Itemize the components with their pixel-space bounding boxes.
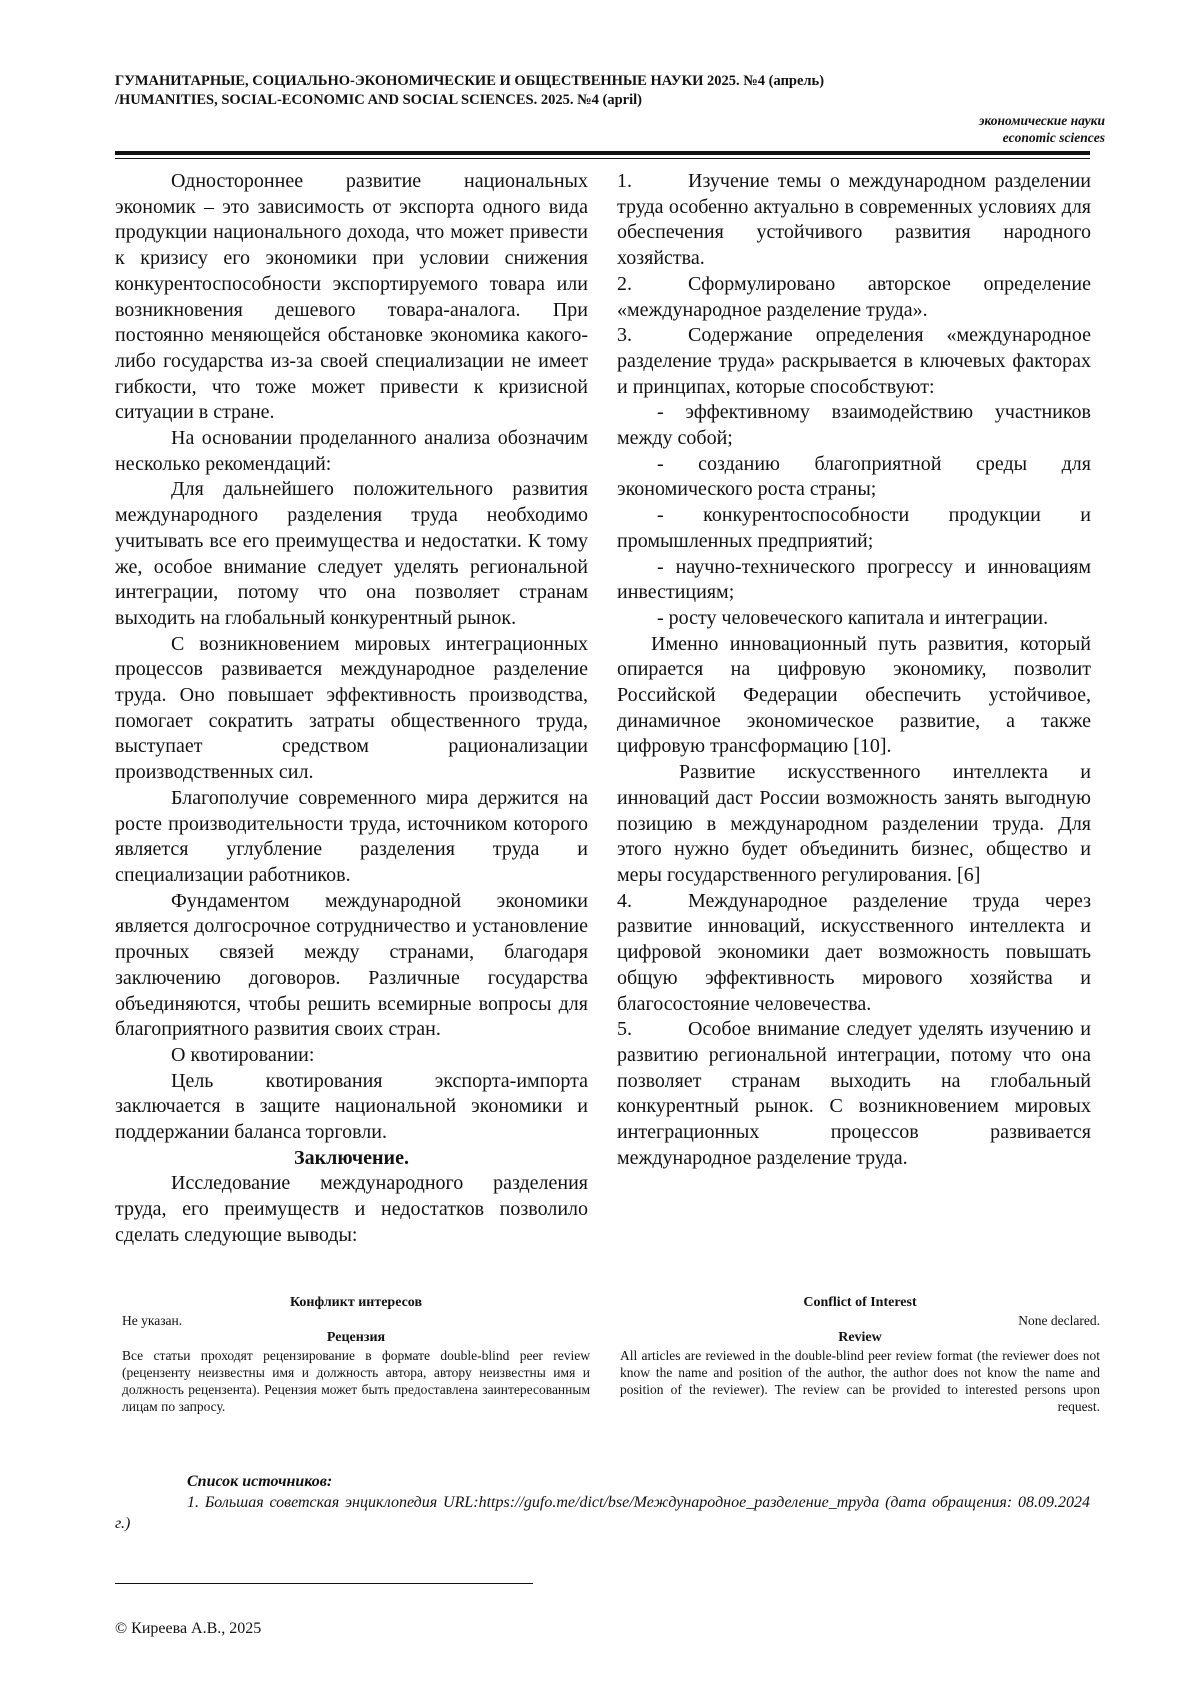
left-column	[115, 169, 588, 1249]
paragraph: Развитие искусственного интеллекта и инноваций даст России возможность занять выгодную позицию в международном разделении труда. Для этого нужно будет объединить бизнес, общество и меры государственного регулирования. [6]	[617, 761, 1091, 886]
paragraph: Для дальнейшего положительного развития международного разделения труда необходимо учитывать все его преимущества и недостатки. К тому же, особое внимание следует уделять региональной интеграции, потому что она позволяет странам выходить на глобальный конкурентный рынок.	[115, 478, 588, 629]
journal-title-ru: ГУМАНИТАРНЫЕ, СОЦИАЛЬНО-ЭКОНОМИЧЕСКИЕ И ОБЩЕСТВЕННЫЕ НАУКИ 2025. №4 (апрель)	[115, 73, 825, 89]
journal-title-en: /HUMANITIES, SOCIAL-ECONOMIC AND SOCIAL SCIENCES. 2025. №4 (april)	[115, 92, 642, 108]
item-number: 2.	[617, 272, 632, 295]
paragraph: Благополучие современного мира держится на росте производительности труда, источником которого является углубление разделения труда и специализации работников.	[115, 786, 588, 886]
bullet-item: - росту человеческого капитала и интеграции.	[657, 606, 1049, 629]
paragraph: Одностороннее развитие национальных экономик – это зависимость от экспорта одного вида продукции национального дохода, что может привести к кризису его экономики при условии снижения конкурентоспособности экспортируемого товара или возникновения дешевого товара-аналога. При постоянно меняющейся обстановке экономика какого-либо государства из-за своей специализации не имеет гибкости, что тоже может привести к кризисной ситуации в стране.	[115, 170, 588, 424]
paragraph: Именно инновационный путь развития, который опирается на цифровую экономику, позволит Российской Федерации обеспечить устойчивое, динамичное экономическое развитие, а также цифровую трансформацию [10].	[617, 632, 1091, 758]
item-number: 4.	[617, 889, 632, 912]
conflict-title-ru: Конфликт интересов	[289, 1295, 423, 1310]
journal-header	[115, 72, 1105, 145]
references	[115, 1471, 1090, 1534]
paragraph: О квотировании:	[171, 1043, 315, 1066]
conclusion-item-2: 2. Сформулировано авторское определение «международное разделение труда».	[617, 272, 1091, 321]
paragraph: На основании проделанного анализа обозначим несколько рекомендаций:	[115, 427, 588, 475]
bullet-item: - созданию благоприятной среды для экономического роста страны;	[617, 452, 1091, 501]
conclusion-item-4: 4. Международное разделение труда через развитие инноваций, искусственного интеллекта и цифровой экономики дает возможность повышать общую эффективность мирового хозяйства и благосостояние человечества.	[617, 889, 1091, 1015]
bullet-item: - конкурентоспособности продукции и промышленных предприятий;	[617, 504, 1091, 552]
header-rule-thick	[115, 151, 1090, 155]
header-rule-thin	[115, 158, 1090, 159]
reference-item: 1. Большая советская энциклопедия URL:https://gufo.me/dict/bse/Международное_разделение_труда (дата обращения: 08.09.2024 г.)	[115, 1494, 1090, 1532]
paragraph: Фундаментом международной экономики является долгосрочное сотрудничество и установление прочных связей между странами, благодаря заключению договоров. Различные государства объединяются, чтобы решить всемирные вопросы для благоприятного развития своих стран.	[115, 889, 588, 1041]
paragraph: С возникновением мировых интеграционных процессов развивается международное разделение труда. Оно повышает эффективность производства, помогает сократить затраты общественного труда, выступает средством рационализации производственных сил.	[115, 632, 588, 784]
review-text-en: All articles are reviewed in the double-blind peer review format (the reviewer does not know the name and position of the author, the author does not know the name and position of the reviewer). The review can be provided to interested persons upon request.	[620, 1348, 1100, 1414]
conclusion-item-3: 3. Содержание определения «международное разделение труда» раскрывается в ключевых факторах и принципах, которые способствуют:	[617, 324, 1091, 398]
conflict-of-interest-en	[620, 1294, 1100, 1415]
conflict-text-ru: Не указан.	[122, 1313, 183, 1328]
review-title-en: Review	[838, 1330, 882, 1345]
review-title-ru: Рецензия	[326, 1330, 386, 1345]
bullet-item: - эффективному взаимодействию участников между собой;	[617, 401, 1091, 450]
review-text-ru: Все статьи проходят рецензирование в формате double-blind peer review (рецензенту неизвестны имя и должность автора, автору неизвестны имя и должность рецензента). Рецензия может быть предоставлена заинтересованным лицам по запросу.	[122, 1348, 590, 1414]
paragraph: Исследование международного разделения труда, его преимуществ и недостатков позволило сделать следующие выводы:	[115, 1172, 588, 1246]
category-ru: экономические науки	[978, 113, 1105, 128]
conclusion-item-5: 5. Особое внимание следует уделять изучению и развитию региональной интеграции, потому что она позволяет странам выходить на глобальный конкурентный рынок. С возникновением мировых интеграционных процессов развивается международное разделение труда.	[617, 1018, 1091, 1169]
section-category	[979, 112, 1105, 146]
copyright: © Киреева А.В., 2025	[115, 1620, 262, 1637]
references-title: Список источников:	[187, 1473, 333, 1490]
conflict-of-interest-ru	[122, 1294, 590, 1415]
conclusion-heading: Заключение.	[294, 1146, 409, 1169]
conflict-text-en: None declared.	[1018, 1313, 1100, 1328]
conclusion-item-1: 1. Изучение темы о международном разделении труда особенно актуально в современных условиях для обеспечения устойчивого развития народного хозяйства.	[617, 170, 1091, 270]
item-number: 3.	[617, 324, 632, 347]
conflict-title-en: Conflict of Interest	[803, 1295, 917, 1310]
footnote-rule	[115, 1583, 533, 1584]
item-number: 5.	[617, 1018, 632, 1041]
category-en: economic sciences	[1002, 130, 1105, 145]
bullet-item: - научно-технического прогрессу и инновациям инвестициям;	[617, 555, 1091, 604]
paragraph: Цель квотирования экспорта-импорта заключается в защите национальной экономики и поддержании баланса торговли.	[115, 1069, 588, 1144]
right-column	[617, 169, 1091, 1171]
item-number: 1.	[617, 170, 632, 192]
